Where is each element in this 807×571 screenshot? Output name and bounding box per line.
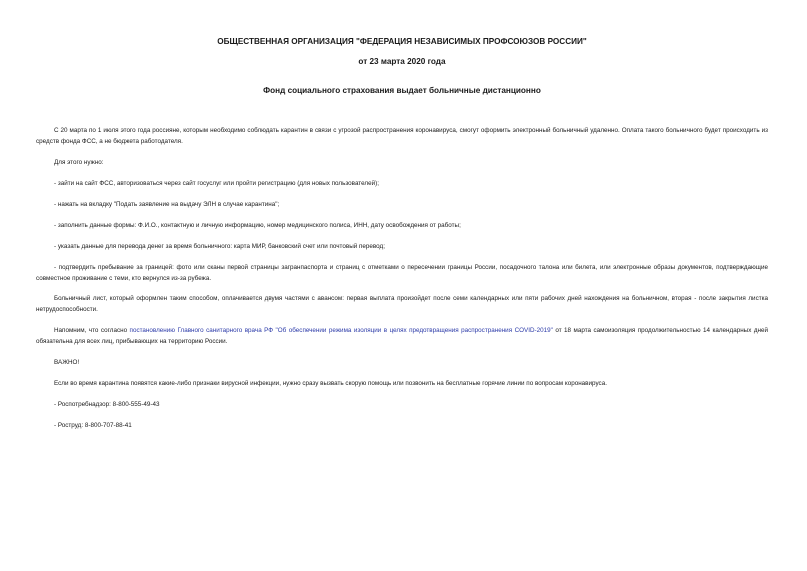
reminder-suffix: от 18 марта самоизоляция продолжительностью 14 календарных дней обязательна для всех лиц, прибывающих на территорию России. [36, 327, 768, 346]
step-item: - заполнить данные формы: Ф.И.О., контактную и личную информацию, номер медицинского полиса, ИНН, дату освобождения от работы; [54, 221, 461, 229]
step-item: - подтвердить пребывание за границей: фото или сканы первой страницы загранпаспорта и страниц с отметками о пересечении границы России, посадочного талона или билета, или электронные образы документов, подтверждающие совместное проживание с теми, кто вернулся из-за рубежа. [36, 263, 768, 282]
reminder-prefix: Напомним, что согласно [54, 327, 130, 335]
document-date: от 23 марта 2020 года [358, 57, 446, 66]
important-label: ВАЖНО! [54, 359, 80, 367]
payment-paragraph: Больничный лист, который оформлен таким способом, оплачивается двумя частями с авансом: первая выплата произойдет после семи календарных или пяти рабочих дней нахождения на больничном, вторая - после закрытия листка нетрудоспособности. [36, 295, 768, 314]
document-page [36, 0, 768, 571]
document-heading: ОБЩЕСТВЕННАЯ ОРГАНИЗАЦИЯ "ФЕДЕРАЦИЯ НЕЗАВИСИМЫХ ПРОФСОЮЗОВ РОССИИ" [217, 37, 587, 46]
resolution-link[interactable]: постановлению Главного санитарного врача РФ "Об обеспечении режима изоляции в целях предотвращения распространения COVID-2019" [129, 327, 553, 335]
step-item: - нажать на вкладку "Подать заявление на выдачу ЭЛН в случае карантина"; [54, 200, 280, 208]
reminder-paragraph [36, 326, 768, 348]
intro-paragraph: С 20 марта по 1 июля этого года россияне, которым необходимо соблюдать карантин в связи с угрозой распространения коронавируса, смогут оформить электронный больничный удаленно. Оплата такого больничного будет происходить из средств фонда ФСС, а не бюджета работодателя. [36, 127, 768, 145]
document-subtitle: Фонд социального страхования выдает больничные дистанционно [263, 86, 541, 95]
instructions-lead: Для этого нужно: [54, 158, 104, 166]
document-body [36, 126, 768, 442]
hotline-item: - Роспотребнадзор: 8-800-555-49-43 [54, 401, 160, 409]
step-item: - указать данные для перевода денег за время больничного: карта МИР, банковский счет или почтовый перевод; [54, 242, 385, 250]
step-item: - зайти на сайт ФСС, авторизоваться через сайт госуслуг или пройти регистрацию (для новых пользователей); [54, 179, 379, 187]
hotline-intro: Если во время карантина появятся какие-либо признаки вирусной инфекции, нужно сразу вызвать скорую помощь или позвонить на бесплатные горячие линии по вопросам коронавируса. [54, 380, 607, 388]
hotline-item: - Роструд: 8-800-707-88-41 [54, 422, 132, 429]
